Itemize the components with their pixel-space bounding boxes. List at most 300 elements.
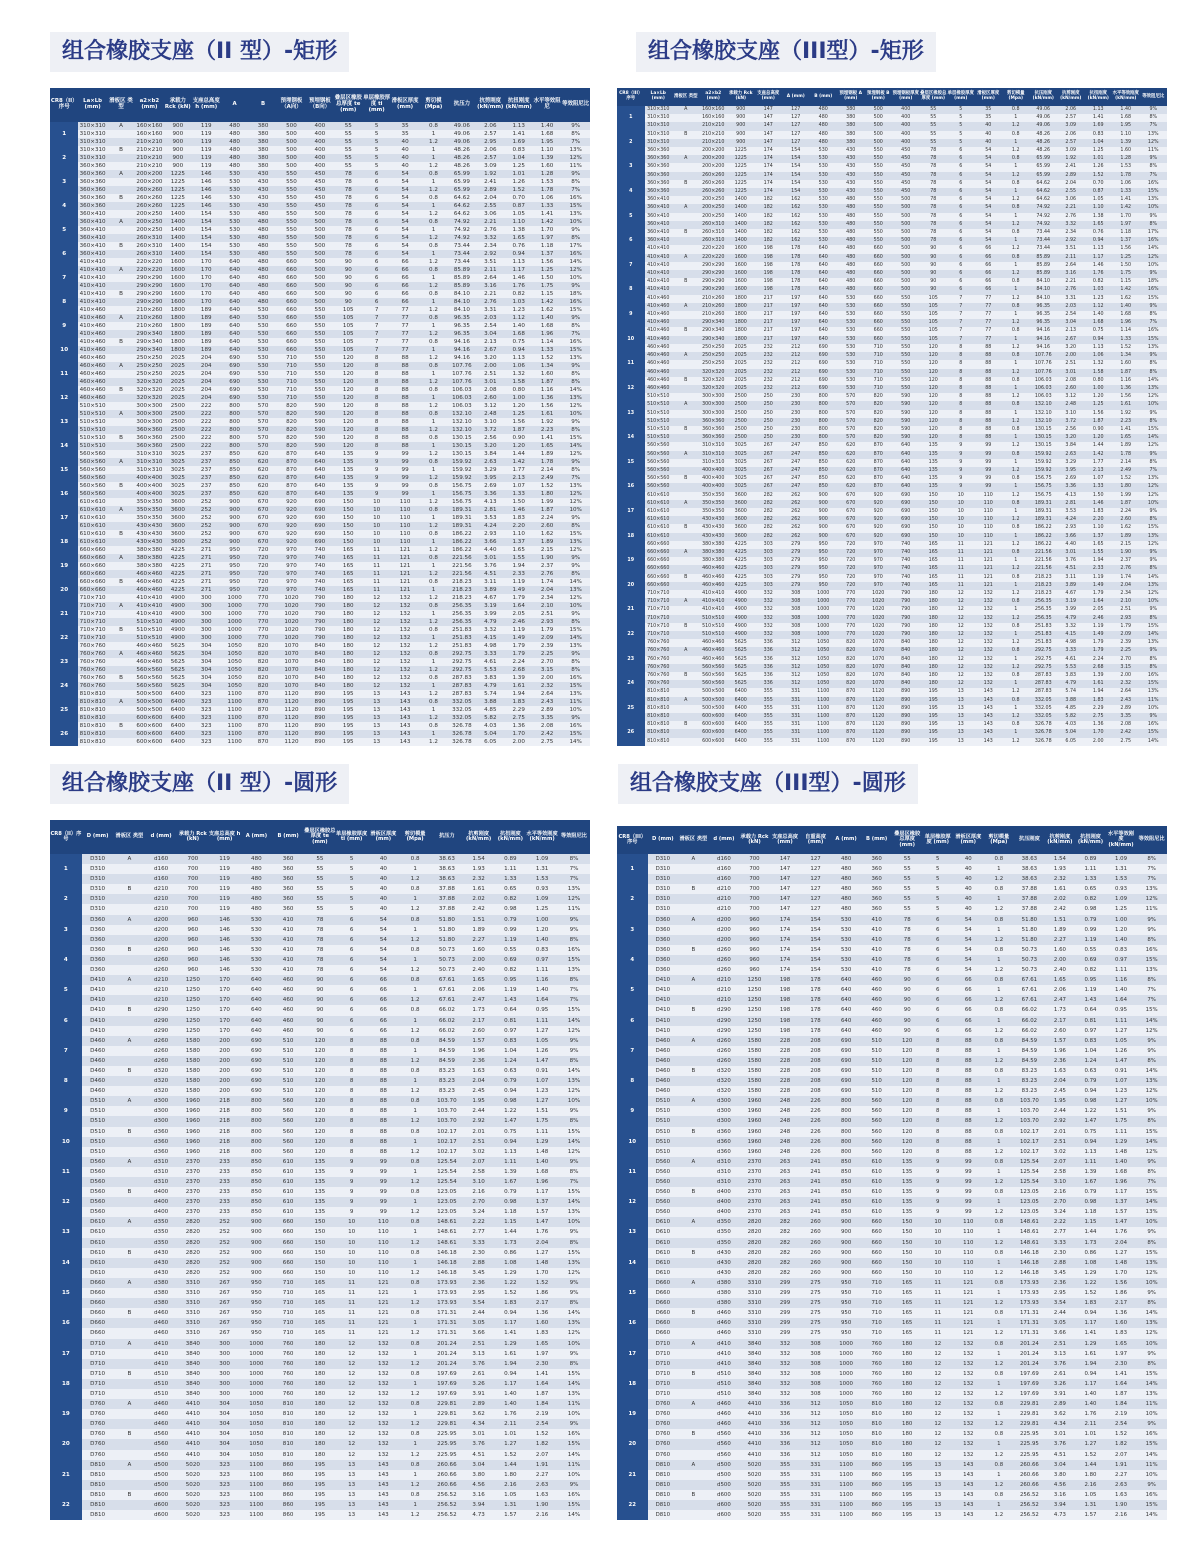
- table-cell: 380: [837, 139, 865, 147]
- table-cell: 360×410: [79, 243, 106, 249]
- table-cell: 360×410: [645, 229, 673, 237]
- table-cell: 51.80: [431, 915, 463, 925]
- table-cell: 2.70: [1112, 656, 1140, 664]
- table-cell: d380: [145, 1278, 177, 1288]
- table-cell: 710×710: [79, 635, 106, 641]
- table-cell: [672, 729, 700, 737]
- table-cell: d210: [145, 975, 177, 985]
- table-cell: 560×560: [79, 467, 106, 473]
- table-cell: 360×410: [645, 196, 673, 204]
- table-cell: 2.20: [1085, 516, 1113, 524]
- table-header-row: [617, 88, 1167, 106]
- table-cell: 2.11: [495, 1419, 527, 1429]
- table-cell: 9: [947, 483, 975, 491]
- table-cell: [672, 508, 700, 516]
- table-cell: 147: [770, 884, 801, 894]
- table-cell: B: [107, 146, 135, 154]
- table-cell: 1400: [164, 226, 192, 234]
- table-cell: 1.87: [1112, 500, 1140, 508]
- table-cell: 1: [1002, 729, 1030, 737]
- table-cell: [107, 634, 135, 642]
- table-cell: 323: [192, 738, 220, 746]
- table-cell: 105: [920, 319, 948, 327]
- table-cell: 660×660: [79, 555, 106, 561]
- table-cell: 510×510: [645, 418, 673, 426]
- table-cell: 800: [810, 426, 838, 434]
- table-cell: 1225: [727, 147, 755, 155]
- table-cell: 800: [810, 434, 838, 442]
- table-cell: 9%: [561, 282, 590, 290]
- table-cell: 2.06: [476, 146, 504, 154]
- table-cell: 40: [953, 904, 984, 914]
- table-cell: 1.51: [1045, 915, 1076, 925]
- table-cell: 1020: [865, 590, 893, 598]
- table-cell: 2.44: [463, 1308, 495, 1318]
- table-cell: 148.61: [431, 1238, 463, 1248]
- table-cell: 760: [272, 1349, 304, 1359]
- table-cell: 165: [334, 554, 362, 562]
- table-cell: 66: [953, 1016, 984, 1026]
- table-cell: [672, 688, 700, 696]
- table-cell: 0.8: [399, 975, 431, 985]
- row-index-cell: 19: [50, 1399, 82, 1429]
- table-cell: 2.40: [463, 965, 495, 975]
- table-cell: 147: [755, 131, 783, 139]
- table-cell: d320: [709, 1086, 740, 1096]
- table-cell: 210×210: [136, 139, 163, 145]
- table-cell: 218.23: [448, 578, 476, 586]
- table-cell: 332: [755, 631, 783, 639]
- table-cell: 900: [810, 524, 838, 532]
- table-cell: 460×460: [700, 639, 728, 647]
- table-cell: 1.17: [1085, 254, 1113, 262]
- table-cell: 1.07: [526, 1076, 558, 1086]
- table-cell: 1: [1002, 656, 1030, 664]
- table-cell: 1120: [865, 705, 893, 713]
- table-cell: 1020: [865, 631, 893, 639]
- table-cell: 222: [192, 434, 220, 442]
- table-cell: 48.26: [1030, 147, 1058, 155]
- table-cell: 121: [368, 1298, 400, 1308]
- table-cell: 350×350: [700, 508, 728, 516]
- table-row: [50, 410, 590, 418]
- table-cell: 1120: [277, 714, 305, 722]
- table-cell: 5.82: [1057, 713, 1085, 721]
- table-cell: 620: [249, 458, 277, 466]
- table-cell: d400: [709, 1197, 740, 1207]
- table-cell: 1580: [177, 1086, 209, 1096]
- table-cell: 6: [947, 163, 975, 171]
- table-cell: 950: [241, 1288, 273, 1298]
- table-cell: 380: [837, 131, 865, 139]
- table-cell: 250: [755, 393, 783, 401]
- table-row: [50, 498, 590, 506]
- table-cell: 870: [865, 483, 893, 491]
- table-cell: 9: [362, 458, 390, 466]
- table-cell: 2.54: [1057, 311, 1085, 319]
- table-cell: D510: [648, 1147, 679, 1157]
- table-cell: 252: [192, 522, 220, 530]
- row-index-cell: 8: [617, 1066, 648, 1096]
- table-cell: 2.60: [463, 1026, 495, 1036]
- table-cell: 1.09: [1106, 854, 1137, 864]
- table-cell: 1.36: [526, 1308, 558, 1318]
- table-cell: 700: [739, 894, 770, 904]
- table-cell: 174: [755, 155, 783, 163]
- table-cell: 560×560: [700, 680, 728, 688]
- table-cell: 189: [192, 314, 220, 322]
- table-cell: 1.2: [984, 1086, 1015, 1096]
- table-cell: 154: [782, 180, 810, 188]
- table-cell: 1.64: [1085, 598, 1113, 606]
- table-cell: 1.20: [505, 442, 533, 450]
- table-cell: 4225: [727, 565, 755, 573]
- table-cell: 66: [953, 995, 984, 1005]
- table-row: [50, 1096, 590, 1106]
- table-cell: 10: [362, 522, 390, 530]
- table-cell: 12: [947, 615, 975, 623]
- table-cell: 204: [192, 378, 220, 386]
- table-row: [50, 1288, 590, 1298]
- table-cell: 94.16: [1030, 327, 1058, 335]
- table-cell: 760×760: [645, 672, 673, 680]
- table-cell: 950: [220, 546, 248, 554]
- table-cell: 218: [209, 1096, 241, 1106]
- table-cell: 0.79: [1075, 1076, 1106, 1086]
- table-cell: 7%: [558, 985, 590, 995]
- table-cell: 120: [892, 1066, 923, 1076]
- table-cell: 890: [892, 697, 920, 705]
- table-cell: 2.07: [463, 1157, 495, 1167]
- table-cell: 88: [368, 1076, 400, 1086]
- table-cell: 1.15: [533, 290, 561, 298]
- table-cell: 135: [892, 1157, 923, 1167]
- table-cell: [107, 490, 135, 498]
- table-cell: 530: [241, 945, 273, 955]
- table-cell: 460: [861, 1005, 892, 1015]
- table-cell: 900: [810, 500, 838, 508]
- table-cell: 640: [306, 474, 334, 482]
- table-cell: [678, 1197, 709, 1207]
- table-cell: 710: [272, 1288, 304, 1298]
- row-index-cell: 7: [617, 254, 645, 279]
- table-cell: 820: [837, 680, 865, 688]
- table-cell: 2.24: [1085, 656, 1113, 664]
- table-cell: 870: [865, 459, 893, 467]
- table-cell: d360: [709, 1137, 740, 1147]
- table-cell: A: [672, 106, 700, 114]
- table-cell: 710×710: [645, 598, 673, 606]
- table-cell: 1: [1002, 533, 1030, 541]
- table-cell: 0.8: [419, 458, 447, 466]
- table-cell: 560: [861, 1127, 892, 1137]
- table-cell: 1: [419, 442, 447, 450]
- table-cell: 670: [837, 492, 865, 500]
- table-cell: 400: [306, 154, 334, 162]
- table-cell: 1.41: [1112, 426, 1140, 434]
- table-cell: 90: [304, 995, 336, 1005]
- table-cell: A: [672, 549, 700, 557]
- table-cell: 3.24: [463, 1207, 495, 1217]
- table-cell: 450: [306, 186, 334, 194]
- table-cell: 1000: [810, 590, 838, 598]
- table-cell: 0.8: [419, 554, 447, 562]
- table-cell: 78: [920, 229, 948, 237]
- table-cell: 66.02: [431, 1005, 463, 1015]
- table-cell: 2.32: [1112, 680, 1140, 688]
- table-cell: 500×500: [136, 691, 163, 697]
- table-cell: 820: [865, 426, 893, 434]
- table-cell: 312: [782, 639, 810, 647]
- table-cell: 300: [192, 618, 220, 626]
- table-cell: 1400: [164, 218, 192, 226]
- table-cell: 304: [192, 658, 220, 666]
- table-cell: D760: [82, 1419, 114, 1429]
- table-cell: [107, 274, 135, 282]
- table-row: [50, 194, 590, 202]
- table-cell: 1: [399, 1288, 431, 1298]
- table-cell: 0.8: [984, 1127, 1015, 1137]
- table-cell: 480: [249, 234, 277, 242]
- table-cell: 1.17: [495, 1318, 527, 1328]
- table-cell: B: [114, 1308, 146, 1318]
- table-cell: 1: [419, 250, 447, 258]
- table-cell: 5: [922, 894, 953, 904]
- table-cell: D360: [82, 925, 114, 935]
- table-cell: 260.66: [431, 1480, 463, 1490]
- table-cell: 2.93: [476, 530, 504, 538]
- table-cell: [107, 226, 135, 234]
- table-row: [617, 884, 1167, 894]
- table-cell: 890: [306, 690, 334, 698]
- table-cell: 1800: [727, 319, 755, 327]
- table-cell: 3.32: [476, 626, 504, 634]
- table-cell: 1.60: [1045, 945, 1076, 955]
- table-row: [50, 1248, 590, 1258]
- table-cell: 1.83: [1085, 508, 1113, 516]
- table-cell: 7%: [561, 474, 590, 482]
- table-cell: 3.09: [1057, 122, 1085, 130]
- table-cell: 204: [192, 362, 220, 370]
- table-cell: 105: [334, 346, 362, 354]
- table-cell: 3.20: [1057, 344, 1085, 352]
- table-cell: d300: [145, 1106, 177, 1116]
- table-cell: 143: [975, 713, 1003, 721]
- table-cell: 355: [755, 721, 783, 729]
- table-cell: 165: [920, 557, 948, 565]
- table-cell: 660: [865, 327, 893, 335]
- table-cell: 4225: [727, 541, 755, 549]
- table-cell: 8: [362, 362, 390, 370]
- table-cell: d320: [145, 1076, 177, 1086]
- table-cell: [672, 615, 700, 623]
- table-cell: 220×220: [136, 267, 163, 273]
- table-row: [50, 162, 590, 170]
- table-cell: 560×560: [700, 664, 728, 672]
- table-cell: 4.13: [1057, 492, 1085, 500]
- table-cell: 400: [892, 131, 920, 139]
- table-cell: 0.8: [419, 506, 447, 514]
- table-cell: 1.09: [526, 894, 558, 904]
- table-cell: A: [107, 506, 135, 514]
- table-cell: 287.83: [1030, 688, 1058, 696]
- table-cell: 870: [865, 475, 893, 483]
- table-cell: 210×210: [136, 163, 163, 169]
- table-cell: 8: [922, 1076, 953, 1086]
- table-cell: 1: [399, 1016, 431, 1026]
- table-cell: 970: [865, 582, 893, 590]
- table-row: [50, 458, 590, 466]
- table-cell: [678, 1137, 709, 1147]
- table-cell: 1020: [865, 606, 893, 614]
- table-cell: 1600: [727, 254, 755, 262]
- table-cell: 0.8: [984, 1036, 1015, 1046]
- table-cell: 3.31: [1057, 295, 1085, 303]
- table-cell: D760: [82, 1439, 114, 1449]
- table-cell: 102.17: [431, 1127, 463, 1137]
- table-cell: 850: [220, 466, 248, 474]
- table-cell: 1: [419, 370, 447, 378]
- table-cell: 180: [334, 618, 362, 626]
- table-cell: 660×660: [79, 587, 106, 593]
- table-cell: 54: [391, 178, 419, 186]
- table-cell: 96.35: [448, 322, 476, 330]
- table-cell: 15%: [558, 1439, 590, 1449]
- table-cell: 228: [770, 1066, 801, 1076]
- table-cell: 6: [947, 172, 975, 180]
- table-cell: 35: [391, 122, 419, 130]
- table-cell: 1580: [177, 1056, 209, 1066]
- table-cell: 252: [209, 1248, 241, 1258]
- table-cell: 0.76: [505, 242, 533, 250]
- table-cell: D760: [82, 1409, 114, 1419]
- table-cell: 620: [837, 442, 865, 450]
- table-cell: [672, 582, 700, 590]
- table-cell: 143: [391, 722, 419, 730]
- table-cell: 1.2: [419, 642, 447, 650]
- table-cell: 2.61: [463, 1369, 495, 1379]
- table-cell: 740: [306, 554, 334, 562]
- table-cell: 400×400: [136, 491, 163, 497]
- table-cell: [114, 1450, 146, 1460]
- table-cell: 180: [304, 1339, 336, 1349]
- table-cell: 690: [892, 500, 920, 508]
- table-cell: 970: [277, 578, 305, 586]
- table-cell: [114, 1106, 146, 1116]
- table-cell: 160×160: [136, 131, 163, 137]
- table-cell: 380: [249, 130, 277, 138]
- table-cell: [672, 631, 700, 639]
- table-cell: 6: [336, 925, 368, 935]
- table-cell: 550: [865, 172, 893, 180]
- table-cell: 16%: [558, 1490, 590, 1500]
- table-cell: 174: [755, 188, 783, 196]
- table-cell: 120: [892, 1116, 923, 1126]
- table-cell: 120: [304, 1086, 336, 1096]
- table-cell: 12%: [561, 154, 590, 162]
- table-cell: 170: [192, 258, 220, 266]
- table-cell: 1.46: [1085, 262, 1113, 270]
- table-cell: 9%: [1140, 713, 1168, 721]
- table-cell: 790: [892, 598, 920, 606]
- table-cell: 120: [304, 1127, 336, 1137]
- table-cell: 1.33: [1075, 874, 1106, 884]
- table-cell: 121: [391, 554, 419, 562]
- table-cell: 99: [975, 459, 1003, 467]
- table-cell: 6: [947, 204, 975, 212]
- table-cell: 3.76: [1057, 557, 1085, 565]
- table-cell: 3.20: [476, 354, 504, 362]
- table-cell: 323: [209, 1480, 241, 1490]
- table-cell: 360: [861, 894, 892, 904]
- table-cell: 7%: [1140, 467, 1168, 475]
- table-cell: 99: [368, 1187, 400, 1197]
- table-cell: 73.44: [1030, 229, 1058, 237]
- table-cell: 165: [920, 549, 948, 557]
- table-cell: 267: [209, 1318, 241, 1328]
- table-cell: 710×710: [645, 615, 673, 623]
- table-cell: 9: [947, 442, 975, 450]
- table-cell: 1600: [727, 278, 755, 286]
- table-cell: 660: [277, 330, 305, 338]
- table-cell: 1.18: [1075, 1207, 1106, 1217]
- column-header: 水平等效刚度 (kN/mm): [1112, 88, 1140, 106]
- table-cell: 1250: [739, 1016, 770, 1026]
- table-cell: 1050: [220, 650, 248, 658]
- table-cell: B: [114, 884, 146, 894]
- table-cell: 2500: [164, 410, 192, 418]
- table-cell: 1.40: [1112, 303, 1140, 311]
- table-cell: 150: [304, 1227, 336, 1237]
- row-index-cell: 17: [50, 1339, 82, 1369]
- table-cell: 410×410: [700, 606, 728, 614]
- table-cell: D410: [648, 1016, 679, 1026]
- table-cell: 2025: [727, 344, 755, 352]
- table-cell: 660: [277, 338, 305, 346]
- column-header: 预埋钢板 A (mm): [837, 88, 865, 106]
- table-cell: 178: [782, 262, 810, 270]
- table-cell: 360×410: [79, 235, 106, 241]
- table-cell: 251.83: [1030, 639, 1058, 647]
- table-cell: 222: [192, 418, 220, 426]
- table-cell: 710: [272, 1278, 304, 1288]
- table-cell: 165: [304, 1298, 336, 1308]
- table-cell: 5.74: [1057, 688, 1085, 696]
- table-cell: 3.88: [476, 698, 504, 706]
- table-cell: [114, 1328, 146, 1338]
- table-cell: [107, 474, 135, 482]
- table-cell: 279: [782, 582, 810, 590]
- table-cell: 90: [334, 282, 362, 290]
- table-cell: 1.33: [533, 346, 561, 354]
- table-cell: 1.26: [505, 178, 533, 186]
- table-cell: 3600: [164, 514, 192, 522]
- table-cell: 3310: [177, 1308, 209, 1318]
- table-cell: [672, 369, 700, 377]
- table-cell: 12: [362, 626, 390, 634]
- column-header: 抗压刚度 (kN/mm): [1030, 88, 1058, 106]
- table-cell: 0.8: [1002, 377, 1030, 385]
- table-cell: 8%: [1136, 935, 1167, 945]
- table-cell: 820: [249, 666, 277, 674]
- table-cell: 90: [334, 274, 362, 282]
- table-cell: 252: [192, 538, 220, 546]
- table-row: [617, 582, 1167, 590]
- table-cell: 1.13: [1085, 344, 1113, 352]
- table-cell: 78: [304, 935, 336, 945]
- table-cell: 2.17: [526, 1298, 558, 1308]
- table-cell: [672, 656, 700, 664]
